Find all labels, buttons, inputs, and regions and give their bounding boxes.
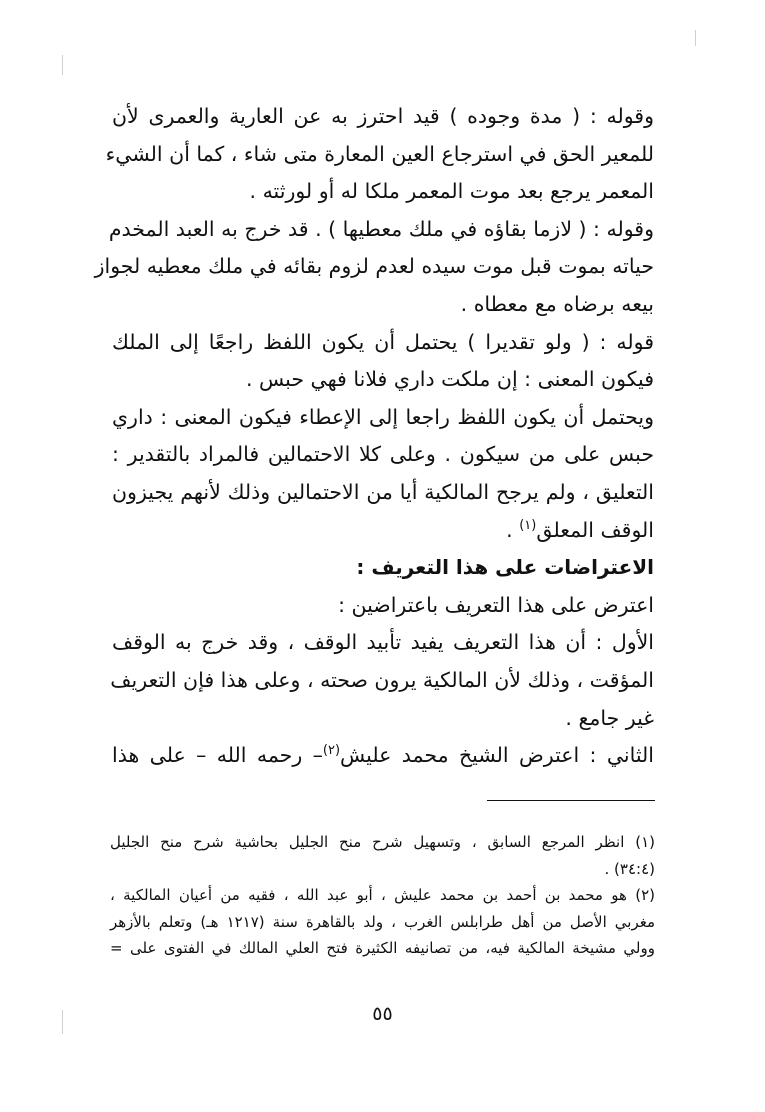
text-line: المؤقت ، وذلك لأن المالكية يرون صحته ، وعلى هذا فإن التعريف	[110, 667, 654, 692]
footnotes	[110, 829, 655, 962]
text-line: ويحتمل أن يكون اللفظ راجعا إلى الإعطاء فيكون المعنى : داري	[112, 404, 654, 429]
text-line: حياته بموت قبل موت سيده لعدم لزوم بقائه في ملك معطيه لجواز	[94, 254, 654, 279]
page-number: ٥٥	[372, 1003, 393, 1025]
text-fragment: الثاني : اعترض الشيخ محمد عليش	[340, 743, 654, 768]
footnote-line: وولي مشيخة المالكية فيه، من تصانيفه الكثيرة فتح العلي المالك في الفتوى على =	[110, 939, 655, 957]
text-line: المعمر يرجع بعد موت المعمر ملكا له أو لورثته .	[249, 179, 654, 204]
footnote-line: مغربي الأصل من أهل طرابلس الغرب ، ولد بالقاهرة سنة (١٢١٧ هـ) وتعلم بالأزهر	[110, 912, 656, 931]
scan-artifact	[62, 1010, 63, 1034]
text-line-with-footnote	[112, 737, 654, 775]
footnote-line: (٢) هو محمد بن أحمد بن محمد عليش ، أبو عبد الله ، فقيه من أعيان المالكية ،	[110, 886, 655, 904]
text-line: اعترض على هذا التعريف باعتراضين :	[338, 592, 654, 617]
scan-artifact	[62, 55, 63, 75]
scan-artifact	[695, 30, 696, 46]
text-line: للمعير الحق في استرجاع العين المعارة متى شاء ، كما أن الشيء	[105, 141, 654, 166]
text-line: غير جامع .	[565, 705, 654, 730]
section-heading: الاعتراضات على هذا التعريف :	[356, 555, 654, 580]
text-fragment: الوقف المعلق	[536, 517, 654, 542]
text-line: بيعه برضاه مع معطاه .	[460, 291, 654, 316]
text-fragment: .	[506, 517, 520, 542]
main-text	[94, 98, 654, 775]
text-line-with-footnote	[112, 512, 654, 550]
footnote-reference-2: (٢)	[322, 743, 341, 759]
text-fragment: – رحمه الله – على هذا	[112, 743, 323, 768]
footnote-separator	[487, 800, 655, 801]
text-line: التعليق ، ولم يرجح المالكية أيا من الاحتمالين وذلك لأنهم يجيزون	[112, 479, 654, 504]
text-line: وقوله : ( لازما بقاؤه في ملك معطيها ) . قد خرج به العبد المخدم	[108, 216, 654, 241]
footnote-line: (١) انظر المرجع السابق ، وتسهيل شرح منح الجليل بحاشية شرح منح الجليل	[110, 833, 655, 851]
text-line: وقوله : ( مدة وجوده ) قيد احترز به عن العارية والعمرى لأن	[112, 104, 654, 128]
footnote-reference-1: (١)	[519, 517, 537, 533]
text-line: حبس على من سيكون . وعلى كلا الاحتمالين فالمراد بالتقدير :	[112, 442, 654, 467]
text-line: الأول : أن هذا التعريف يفيد تأبيد الوقف ، وقد خرج به الوقف	[112, 630, 654, 655]
footnote-line: (٣٤:٤) .	[604, 859, 655, 878]
text-line: فيكون المعنى : إن ملكت داري فلانا فهي حبس .	[245, 367, 654, 392]
text-line: قوله : ( ولو تقديرا ) يحتمل أن يكون اللفظ راجعًا إلى الملك	[112, 329, 654, 354]
